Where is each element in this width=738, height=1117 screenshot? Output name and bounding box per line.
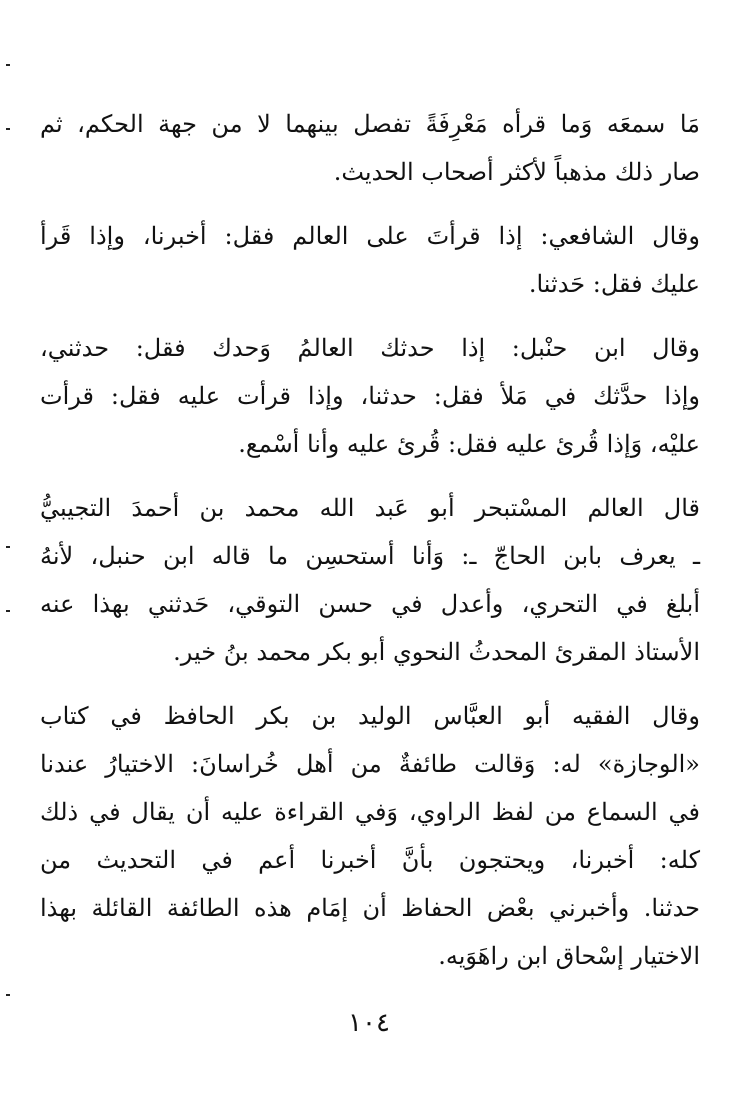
text-line: عليك فقل: حَدثنا. [528, 270, 700, 298]
text-line: «الوجازة» له: وَقالت طائفةٌ من أهل خُراسانَ: الاختيارُ عندنا [40, 750, 700, 778]
paragraph-1 [40, 100, 700, 196]
paragraph-5 [40, 692, 700, 980]
text-line: الأستاذ المقرئ المحدثُ النحوي أبو بكر محمد بنُ خير. [173, 638, 700, 666]
text-line: عليْه، وَإذا قُرئ عليه فقل: قُرئ عليه وأنا أسْمع. [238, 430, 700, 458]
text-line: وقال ابن حنْبل: إذا حدثك العالمُ وَحدك فقل: حدثني، [40, 334, 700, 362]
text-line: صار ذلك مذهباً لأكثر أصحاب الحديث. [333, 158, 700, 186]
margin-speck [6, 994, 10, 996]
margin-speck [6, 128, 10, 130]
paragraph-4 [40, 484, 700, 676]
text-line: أبلغ في التحري، وأعدل في حسن التوقي، حَدثني بهذا عنه [40, 590, 700, 618]
text-line: في السماع من لفظ الراوي، وَفي القراءة عليه أن يقال في ذلك [40, 798, 700, 826]
text-line: وإذا حدَّثك في مَلأ فقل: حدثنا، وإذا قرأت عليه فقل: قرأت [40, 382, 700, 410]
page-text [40, 100, 700, 1060]
text-line: مَا سمعَه وَما قرأه مَعْرِفَةً تفصل بينهما لا من جهة الحكم، ثم [40, 110, 700, 138]
margin-speck [6, 64, 10, 66]
text-line: وقال الشافعي: إذا قرأتَ على العالم فقل: أخبرنا، وإذا قَرأ [40, 222, 700, 250]
paragraph-3 [40, 324, 700, 468]
text-line: كله: أخبرنا، ويحتجون بأنَّ أخبرنا أعم في التحديث من [40, 846, 700, 874]
text-line: حدثنا. وأخبرني بعْض الحفاظ أن إمَام هذه الطائفة القائلة بهذا [40, 894, 700, 922]
paragraph-2 [40, 212, 700, 308]
text-line: قال العالم المسْتبحر أبو عَبد الله محمد بن أحمدَ التجيبيُّ [40, 494, 700, 522]
page-number: ١٠٤ [348, 1008, 390, 1038]
margin-speck [6, 610, 10, 612]
text-line: وقال الفقيه أبو العبَّاس الوليد بن بكر الحافظ في كتاب [40, 702, 700, 730]
margin-speck [6, 546, 10, 548]
text-line: ـ يعرف بابن الحاجّ ـ: وَأنا أستحسِن ما قاله ابن حنبل، لأنهُ [40, 542, 700, 570]
text-line: الاختيار إسْحاق ابن راهَوَيه. [438, 942, 700, 970]
